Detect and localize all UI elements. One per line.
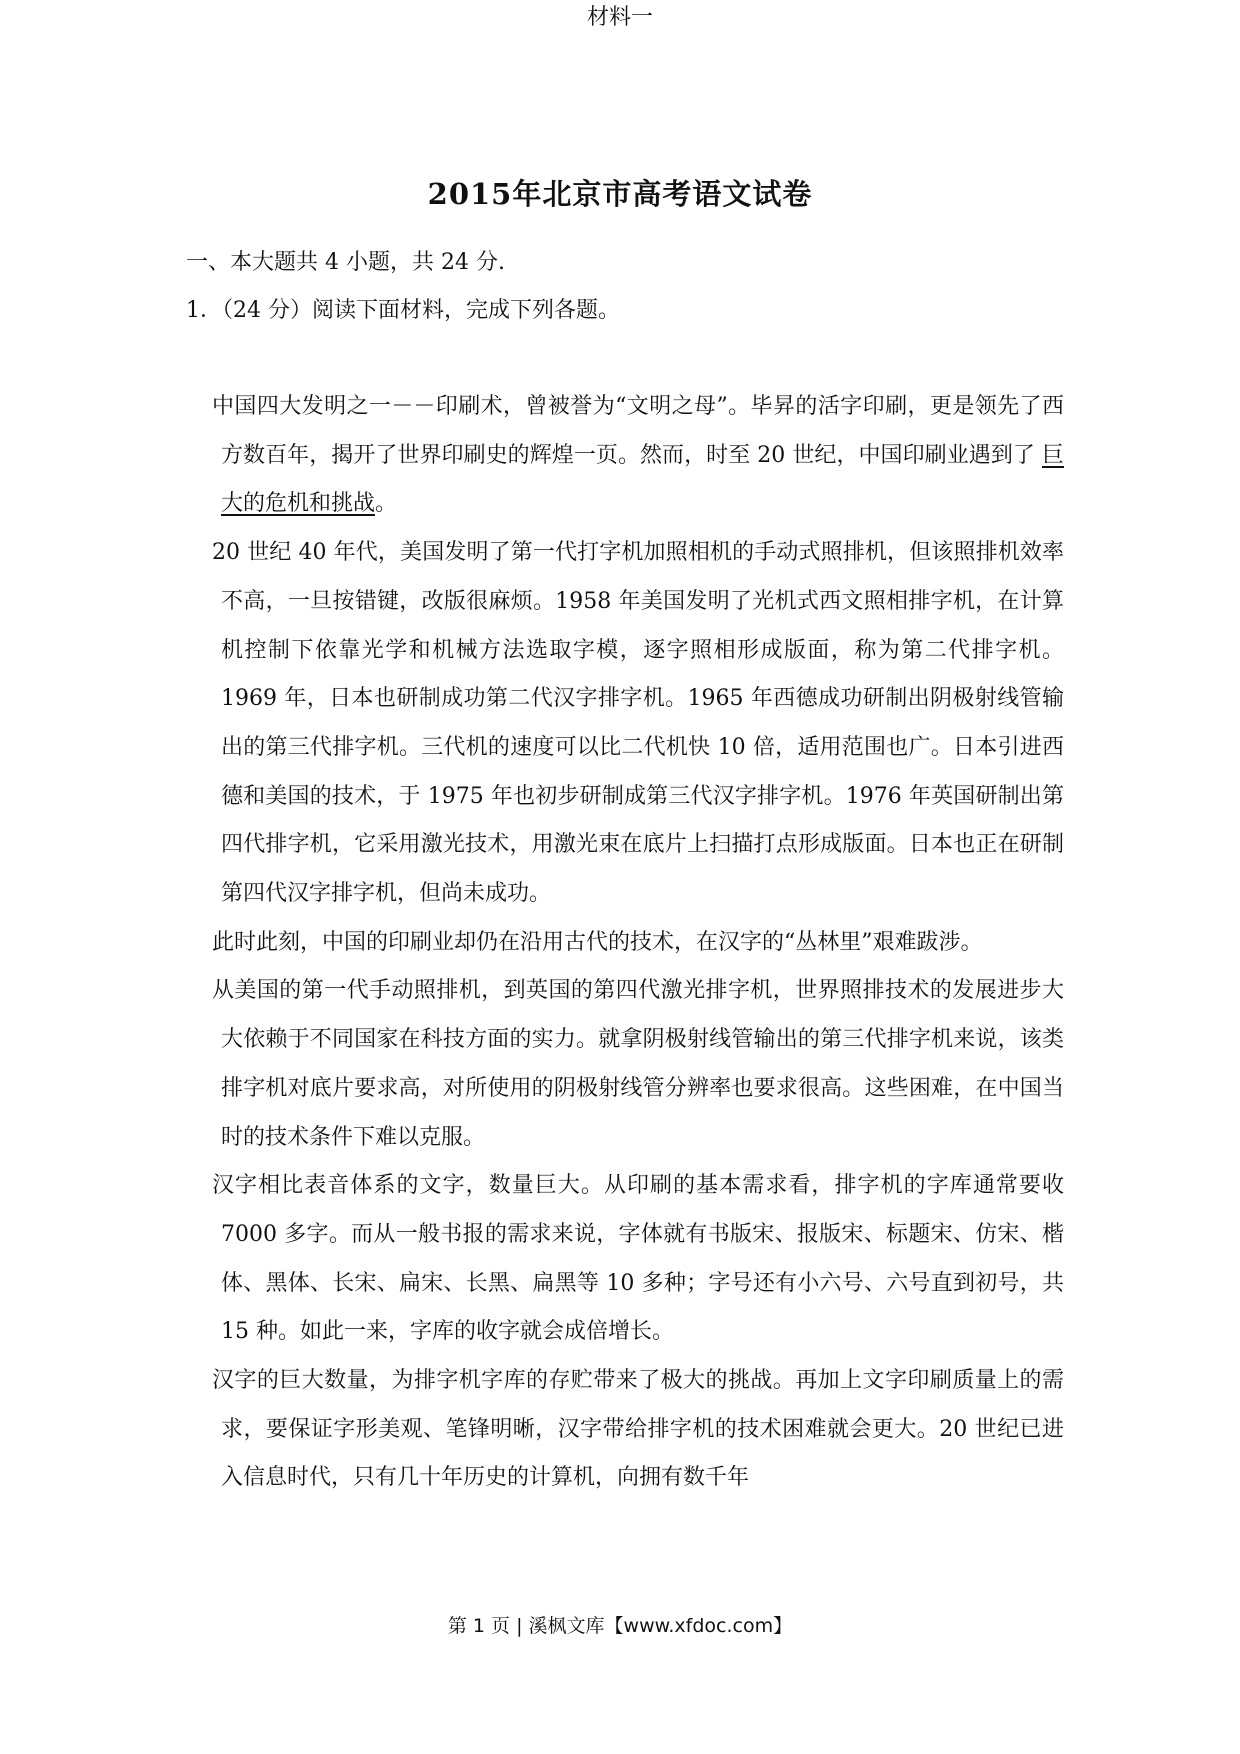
paragraph-1-text: 中国四大发明之一－－印刷术，曾被誉为“文明之母”。毕昇的活字印刷，更是领先了西方数百年，揭开了世界印刷史的辉煌一页。然而，时至 20 世纪，中国印刷业遇到了 [212, 394, 1064, 468]
material-title: 材料一 [586, 5, 653, 30]
paragraph-4: 从美国的第一代手动照排机，到英国的第四代激光排字机，世界照排技术的发展进步大大依赖于不同国家在科技方面的实力。就拿阴极射线管输出的第三代排字机来说，该类排字机对底片要求高，对所使用的阴极射线管分辨率也要求很高。这些困难，在中国当时的技术条件下难以克服。 [212, 978, 1064, 1150]
paragraph-1 [212, 383, 1064, 529]
page-title: 2015年北京市高考语文试卷 [427, 177, 813, 211]
paragraph-6: 汉字的巨大数量，为排字机字库的存贮带来了极大的挑战。再加上文字印刷质量上的需求，要保证字形美观、笔锋明晰，汉字带给排字机的技术困难就会更大。20 世纪已进入信息时代，只有几十年历史的计算机，向拥有数千年 [212, 1368, 1064, 1491]
material-body [212, 383, 1064, 1503]
question-heading: 1．（24 分）阅读下面材料，完成下列各题。 [186, 298, 620, 323]
paragraph-5: 汉字相比表音体系的文字，数量巨大。从印刷的基本需求看，排字机的字库通常要收 7000 多字。而从一般书报的需求来说，字体就有书版宋、报版宋、标题宋、仿宋、楷体、黑体、长宋、扁宋、长黑、扁黑等 10 多种；字号还有小六号、六号直到初号，共 15 种。如此一来，字库的收字就会成倍增长。 [212, 1173, 1064, 1345]
paragraph-3: 此时此刻，中国的印刷业却仍在沿用古代的技术，在汉字的“丛林里”艰难跋涉。 [212, 929, 983, 955]
paragraph-2: 20 世纪 40 年代，美国发明了第一代打字机加照相机的手动式照排机，但该照排机效率不高，一旦按错键，改版很麻烦。1958 年美国发明了光机式西文照相排字机，在计算机控制下依靠光学和机械方法选取字模，逐字照相形成版面，称为第二代排字机。1969 年，日本也研制成功第二代汉字排字机。1965 年西德成功研制出阴极射线管输出的第三代排字机。三代机的速度可以比二代机快 10 倍，适用范围也广。日本引进西德和美国的技术，于 1975 年也初步研制成第三代汉字排字机。1976 年英国研制出第四代排字机，它采用激光技术，用激光束在底片上扫描打点形成版面。日本也正在研制第四代汉字排字机，但尚未成功。 [212, 540, 1064, 907]
page-footer: 第 1 页 | 溪枫文库【www.xfdoc.com】 [447, 1615, 793, 1637]
section-heading: 一、本大题共 4 小题，共 24 分. [186, 250, 505, 275]
underlined-phrase: 巨大的危机和挑战 [221, 442, 1064, 517]
paragraph-1-end: 。 [375, 491, 398, 517]
